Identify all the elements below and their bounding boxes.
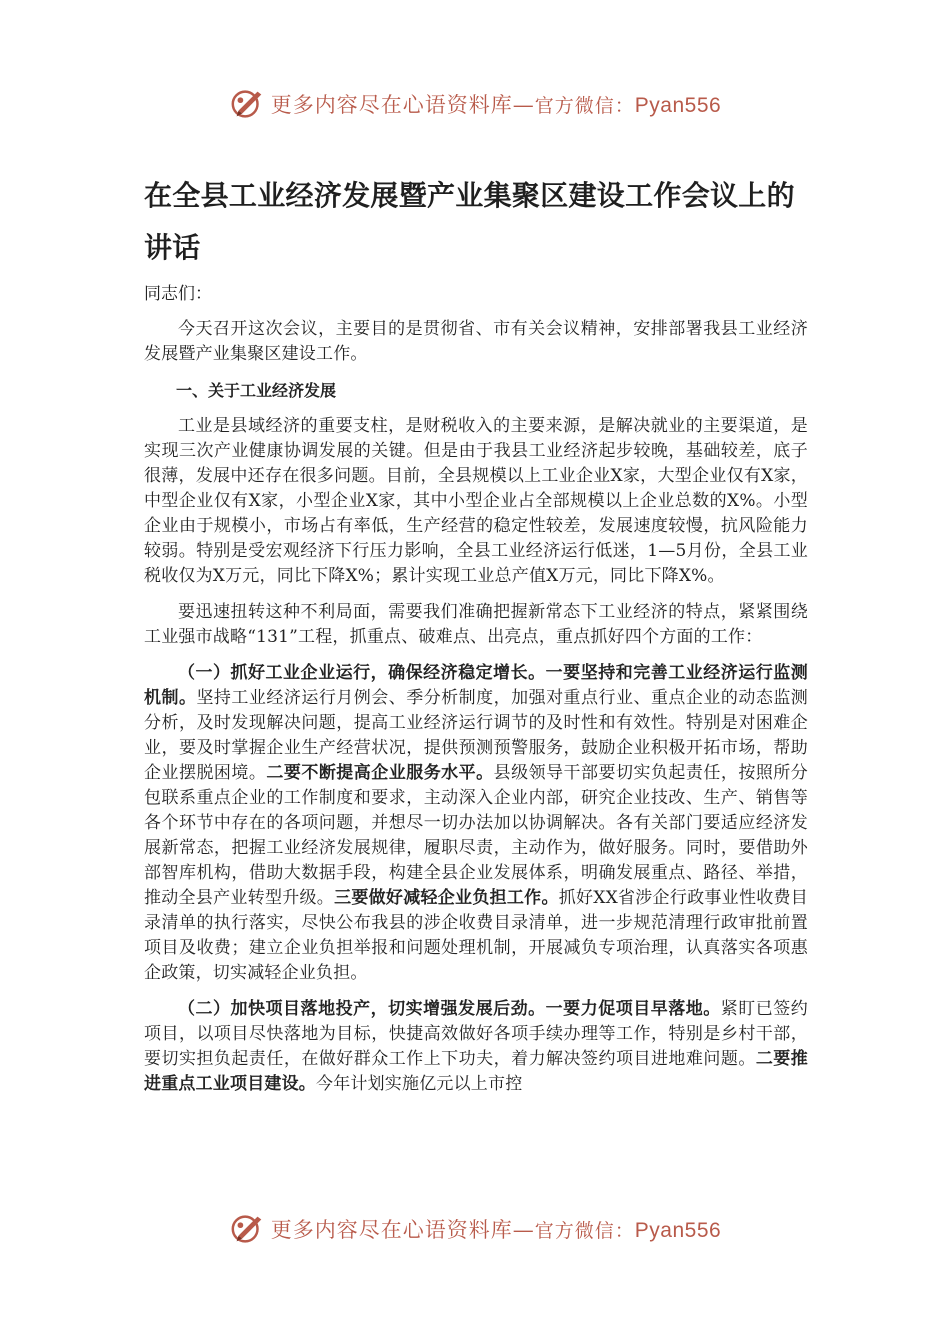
pen-logo-icon: [229, 85, 267, 123]
task-1-subheading-3: 三要做好减轻企业负担工作。: [334, 888, 559, 908]
paragraph-task-1: [144, 661, 808, 986]
task-1-heading: （一）抓好工业企业运行，确保经济稳定增长。一要坚持和完善工业经济运行监测机制。: [144, 663, 808, 708]
salutation: 同志们：: [144, 284, 212, 304]
banner-text: 更多内容尽在心语资料库—官方微信：Pyan556: [270, 1218, 722, 1242]
task-2-heading: （二）加快项目落地投产，切实增强发展后劲。一要力促项目早落地。: [178, 999, 721, 1019]
paragraph-industry-status: 工业是县域经济的重要支柱，是财税收入的主要来源，是解决就业的主要渠道，是实现三次产业健康协调发展的关键。但是由于我县工业经济起步较晚，基础较差，底子很薄，发展中还存在很多问题。目前，全县规模以上工业企业X家，大型企业仅有X家，中型企业仅有X家，小型企业X家，其中小型企业占全部规模以上企业总数的X%。小型企业由于规模小，市场占有率低，生产经营的稳定性较差，发展速度较慢，抗风险能力较弱。特别是受宏观经济下行压力影响，全县工业经济运行低迷，1—5月份，全县工业税收仅为X万元，同比下降X%；累计实现工业总产值X万元，同比下降X%。: [144, 416, 808, 586]
task-1-text-a: 坚持工业经济运行月例会、季分析制度，加强对重点行业、重点企业的动态监测分析，及时发现解决问题，提高工业经济运行调节的及时性和有效性。特别是对困难企业，要及时掌握企业生产经营状况，提供预测预警服务，鼓励企业积极开拓市场，帮助企业摆脱困境。: [144, 688, 808, 783]
footer-watermark-banner: [0, 1209, 950, 1249]
header-watermark-banner: [0, 84, 950, 124]
pen-logo-icon: [229, 1210, 267, 1248]
document-title: 在全县工业经济发展暨产业集聚区建设工作会议上的讲话: [144, 179, 795, 264]
document-body: [144, 170, 808, 1108]
task-1-text-c: 抓好XX省涉企行政事业性收费目录清单的执行落实，尽快公布我县的涉企收费目录清单，进一步规范清理行政审批前置项目及收费；建立企业负担举报和问题处理机制，开展减负专项治理，认真落实各项惠企政策，切实减轻企业负担。: [144, 888, 808, 983]
task-1-subheading-2: 二要不断提高企业服务水平。: [266, 763, 494, 783]
banner-text: 更多内容尽在心语资料库—官方微信：Pyan556: [270, 93, 722, 117]
task-2-text-b: 今年计划实施亿元以上市控: [316, 1074, 523, 1094]
task-1-text-b: 县级领导干部要切实负起责任，按照所分包联系重点企业的工作制度和要求，主动深入企业内部，研究企业技改、生产、销售等各个环节中存在的各项问题，并想尽一切办法加以协调解决。各有关部门要适应经济发展新常态，把握工业经济发展规律，履职尽责，主动作为，做好服务。同时，要借助外部智库机构，借助大数据手段，构建全县企业发展体系，明确发展重点、路径、举措，推动全县产业转型升级。: [144, 763, 808, 908]
task-2-text-a: 紧盯已签约项目，以项目尽快落地为目标，快捷高效做好各项手续办理等工作，特别是乡村干部，要切实担负起责任，在做好群众工作上下功夫，着力解决签约项目进地难问题。: [144, 999, 808, 1069]
intro-paragraph: 今天召开这次会议，主要目的是贯彻省、市有关会议精神，安排部署我县工业经济发展暨产业集聚区建设工作。: [144, 319, 808, 364]
paragraph-four-tasks: 要迅速扭转这种不利局面，需要我们准确把握新常态下工业经济的特点，紧紧围绕工业强市战略“131”工程，抓重点、破难点、出亮点，重点抓好四个方面的工作：: [144, 602, 808, 647]
task-2-subheading-2: 二要推进重点工业项目建设。: [144, 1049, 808, 1094]
section-heading-1: 一、关于工业经济发展: [176, 381, 337, 400]
paragraph-task-2: [144, 997, 808, 1097]
